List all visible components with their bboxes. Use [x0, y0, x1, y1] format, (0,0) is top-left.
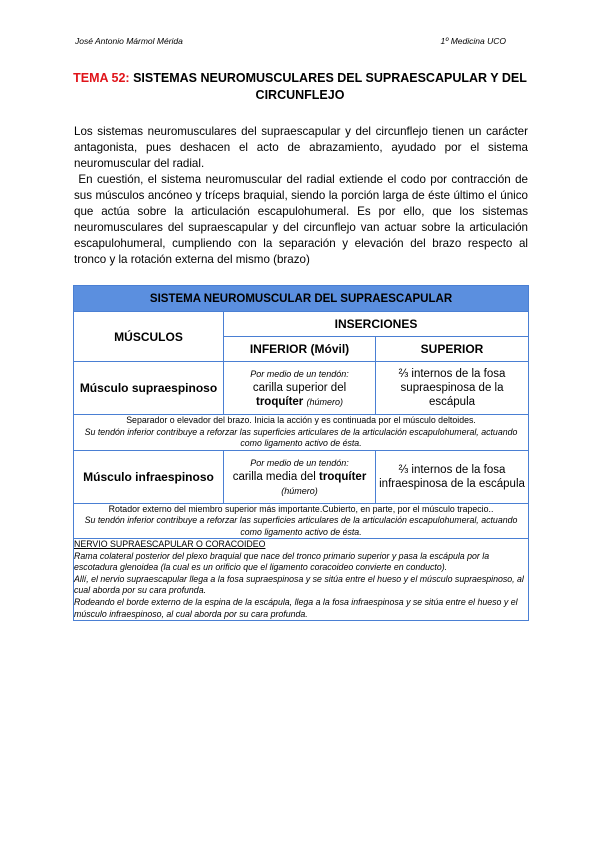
- muscle-note: Separador o elevador del brazo. Inicia la acción y es continuada por el músculo deltoides. Su tendón inferior contribuye a reforzar las superficies articulares de la articulación escapulohumeral, actuando como ligamento activo de ésta.: [74, 415, 529, 451]
- header-course: 1º Medicina UCO: [440, 36, 506, 46]
- table-row: [74, 450, 529, 503]
- superior-insertion: ⅔ internos de la fosa infraespinosa de la escápula: [376, 450, 529, 503]
- col-header-insertions: INSERCIONES: [224, 312, 529, 337]
- muscle-table: [73, 285, 529, 621]
- muscle-name: Músculo infraespinoso: [74, 450, 224, 503]
- col-header-superior: SUPERIOR: [376, 337, 529, 362]
- nerve-heading: NERVIO SUPRAESCAPULAR O CORACOIDEO: [74, 539, 266, 549]
- intro-text: [74, 124, 528, 268]
- inferior-insertion: Por medio de un tendón: carilla superior del troquíter (húmero): [224, 362, 376, 415]
- intro-paragraph-1: Los sistemas neuromusculares del supraescapular y del circunflejo tienen un carácter antagonista, pues deshacen el acto de abrazamiento, ayudado por el sistema neuromuscular del radial.: [74, 125, 528, 170]
- header-author: José Antonio Mármol Mérida: [75, 36, 183, 46]
- topic-number: TEMA 52:: [73, 71, 130, 85]
- table-title: SISTEMA NEUROMUSCULAR DEL SUPRAESCAPULAR: [74, 286, 529, 312]
- nerve-line: Allí, el nervio supraescapular llega a la fosa supraespinosa y se sitúa entre el hueso y el músculo supraespinoso, al cual aborda por su cara profunda.: [74, 573, 524, 596]
- nerve-description: [74, 539, 529, 621]
- nerve-line: Rodeando el borde externo de la espina de la escápula, llega a la fosa infraespinosa y se sitúa entre el hueso y el músculo infraespinoso, al cual aborda por su cara profunda.: [74, 596, 518, 619]
- intro-paragraph-2: En cuestión, el sistema neuromuscular del radial extiende el codo por contracción de sus músculos ancóneo y tríceps braquial, siendo la porción larga de éste último el único que actúa sobre la articulación escapulohumeral. Es por ello, que los sistemas neuromusculares del supraescapular y del circunflejo van actuar sobre la articulación escapulohumeral, cumpliendo con la separación y elevación del brazo respecto al tronco y la rotación externa del mismo (brazo): [74, 173, 528, 266]
- muscle-name: Músculo supraespinoso: [74, 362, 224, 415]
- topic-title: SISTEMAS NEUROMUSCULARES DEL SUPRAESCAPULAR Y DEL CIRCUNFLEJO: [133, 71, 527, 102]
- nerve-line: Rama colateral posterior del plexo braquial que nace del tronco primario superior y pasa la escápula por la escotadura glenoidea (la cual es un orificio que el ligamento coracoideo convierte en conducto).: [74, 550, 490, 573]
- col-header-muscles: MÚSCULOS: [74, 312, 224, 362]
- table-row: [74, 362, 529, 415]
- muscle-note: Rotador externo del miembro superior más importante.Cubierto, en parte, por el músculo trapecio.. Su tendón inferior contribuye a reforzar las superficies articulares de la articulación escapulohumeral, actuando como ligamento activo de ésta.: [74, 503, 529, 539]
- inferior-insertion: Por medio de un tendón: carilla media del troquíter (húmero): [224, 450, 376, 503]
- page-title: [60, 70, 540, 104]
- col-header-inferior: INFERIOR (Móvil): [224, 337, 376, 362]
- superior-insertion: ⅔ internos de la fosa supraespinosa de la escápula: [376, 362, 529, 415]
